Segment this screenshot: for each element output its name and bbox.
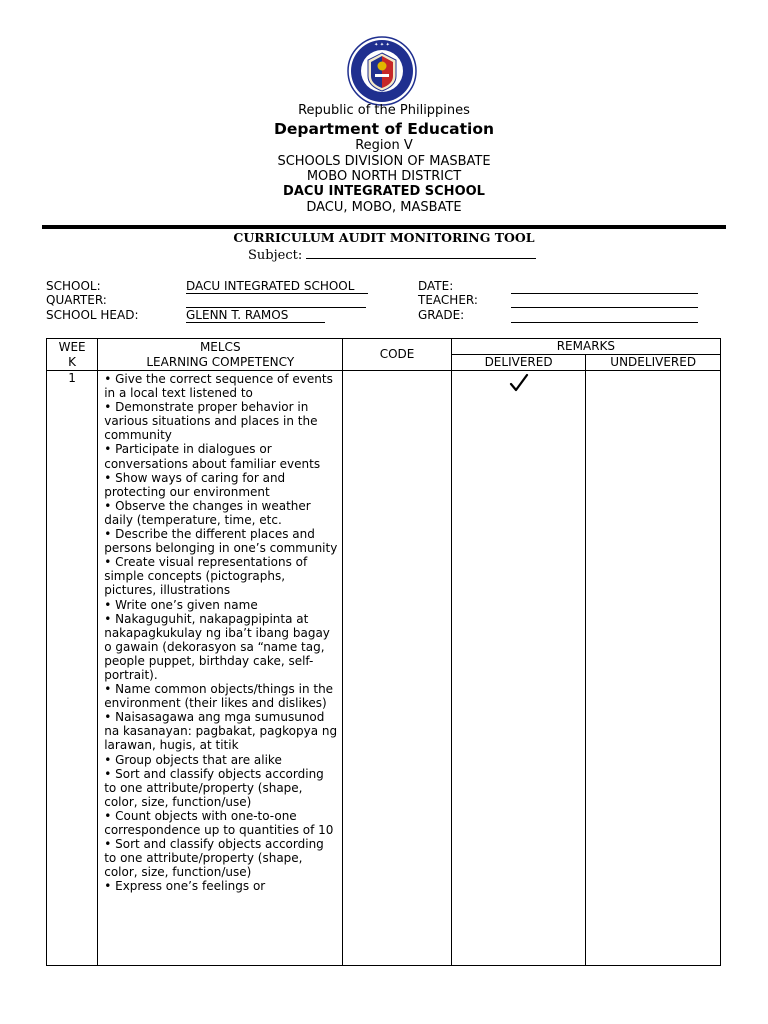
header-learning-competency: LEARNING COMPETENCY (146, 354, 295, 369)
subject-label: Subject: (248, 248, 303, 263)
competency-item: • Express one’s feelings or (104, 879, 266, 894)
department-line: Department of Education (273, 120, 495, 138)
competency-cell (98, 371, 343, 966)
header-divider (42, 225, 726, 229)
competency-item: • Participate in dialogues or conversations about familiar events (104, 442, 321, 471)
subject-blank[interactable] (306, 246, 536, 259)
form-title: CURRICULUM AUDIT MONITORING TOOL (233, 230, 535, 245)
quarter-label: QUARTER: (46, 293, 107, 307)
header-week-line2: K (68, 354, 77, 369)
header-melcs: MELCS (199, 339, 241, 354)
competency-item: • Observe the changes in weather daily (temperature, time, etc. (104, 498, 311, 527)
competency-item: • Show ways of caring for and protecting our environment (104, 470, 286, 499)
checkmark-icon (508, 373, 530, 393)
quarter-value[interactable] (186, 293, 366, 308)
grade-value[interactable] (511, 308, 698, 323)
grade-label: GRADE: (418, 308, 465, 322)
teacher-label: TEACHER: (418, 293, 478, 307)
header-code: CODE (343, 339, 451, 371)
competency-list (98, 371, 342, 893)
curriculum-table (46, 338, 721, 966)
school-head-label: SCHOOL HEAD: (46, 308, 139, 322)
competency-item: • Demonstrate proper behavior in various situations and places in the community (104, 400, 318, 443)
header-undelivered: UNDELIVERED (586, 355, 721, 371)
competency-item: • Naisasagawa ang mga sumusunod na kasanayan: pagbakat, pagkopya ng larawan, hugis, at titik (104, 710, 338, 753)
svg-text:✦ ✦ ✦: ✦ ✦ ✦ (374, 42, 390, 48)
deped-seal-logo (341, 36, 423, 106)
district-line: MOBO NORTH DISTRICT (306, 169, 462, 184)
delivered-cell[interactable] (451, 371, 586, 966)
header-competency (98, 339, 343, 371)
competency-item: • Nakaguguhit, nakapagpipinta at nakapagkukulay ng iba’t ibang bagay o gawain (dekorasyon sa “name tag, people puppet, birthday cake, self-portrait). (104, 611, 330, 682)
competency-item: • Sort and classify objects according to one attribute/property (shape, color, size, function/use) (104, 837, 324, 880)
school-value[interactable]: DACU INTEGRATED SCHOOL (186, 279, 368, 294)
date-label: DATE: (418, 279, 454, 293)
subject-field[interactable] (248, 246, 536, 263)
competency-item: • Sort and classify objects according to one attribute/property (shape, color, size, function/use) (104, 766, 324, 809)
competency-item: • Name common objects/things in the environment (their likes and dislikes) (104, 682, 334, 711)
competency-item: • Create visual representations of simple concepts (pictographs, pictures, illustrations (104, 555, 308, 598)
republic-line: Republic of the Philippines (298, 103, 470, 118)
week-cell: 1 (47, 371, 98, 966)
date-value[interactable] (511, 279, 698, 294)
header-delivered: DELIVERED (451, 355, 586, 371)
table-row (47, 371, 721, 966)
competency-item: • Describe the different places and persons belonging in one’s community (104, 527, 338, 556)
school-label: SCHOOL: (46, 279, 101, 293)
header-week (47, 339, 98, 371)
teacher-value[interactable] (511, 293, 698, 308)
division-line: SCHOOLS DIVISION OF MASBATE (277, 154, 491, 169)
competency-item: • Write one’s given name (104, 597, 258, 612)
code-cell[interactable] (343, 371, 451, 966)
school-line: DACU INTEGRATED SCHOOL (283, 184, 485, 199)
school-head-value[interactable]: GLENN T. RAMOS (186, 308, 325, 323)
competency-item: • Group objects that are alike (104, 752, 282, 767)
address-line: DACU, MOBO, MASBATE (306, 200, 462, 215)
undelivered-cell[interactable] (586, 371, 721, 966)
region-line: Region V (355, 138, 413, 153)
competency-item: • Count objects with one-to-one correspondence up to quantities of 10 (104, 808, 334, 837)
header-week-line1: WEE (58, 339, 86, 354)
competency-item: • Give the correct sequence of events in a local text listened to (104, 372, 333, 401)
header-remarks: REMARKS (451, 339, 720, 355)
